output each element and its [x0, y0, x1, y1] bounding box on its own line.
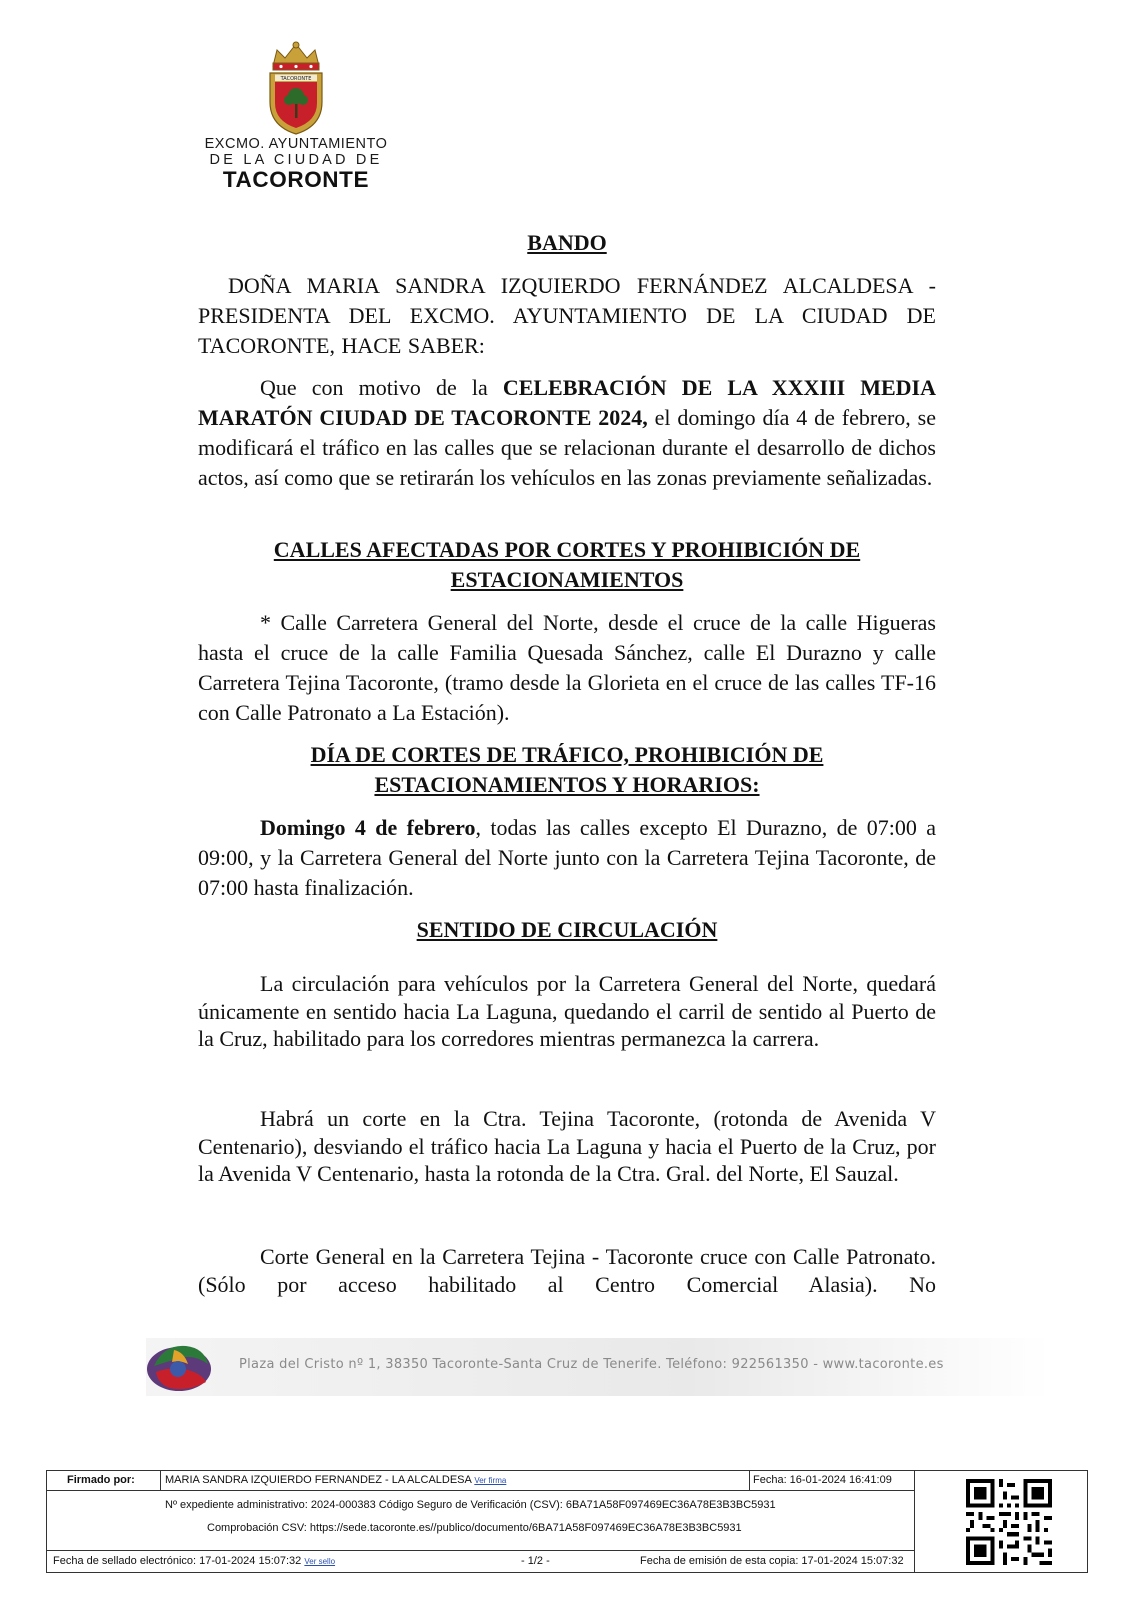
paragraph-calles: * Calle Carretera General del Norte, desde el cruce de la calle Higueras hasta el cruce de la calle Familia Quesada Sánchez, calle El Durazno y calle Carretera Tejina Tacoronte, (tramo desde la Glorieta en el cruce de las calles TF-16 con Calle Patronato a La Estación).	[198, 610, 936, 725]
address-text: Plaza del Cristo nº 1, 38350 Tacoronte-Santa Cruz de Tenerife. Teléfono: 922561350 - www.tacoronte.es	[239, 1357, 944, 1372]
paragraph-sentido-3: Corte General en la Carretera Tejina - Tacoronte cruce con Calle Patronato. (Sólo por acceso habilitado al Centro Comercial Alasia). No	[198, 1244, 936, 1297]
view-signature-link[interactable]: Ver firma	[474, 1476, 507, 1485]
heading-sentido: SENTIDO DE CIRCULACIÓN	[416, 917, 718, 942]
paragraph-sentido-2: Habrá un corte en la Ctra. Tejina Tacoronte, (rotonda de Avenida V Centenario), desviando el tráfico hacia La Laguna y hacia el Puerto de la Cruz, por la Avenida V Centenario, hasta la rotonda de la Ctra. Gral. del Norte, El Sauzal.	[198, 1106, 936, 1186]
para1-event-name: CELEBRACIÓN DE LA XXXIII MEDIA MARATÓN CIUDAD DE TACORONTE 2024,	[198, 375, 936, 430]
signed-by-label: Firmado por:	[67, 1474, 135, 1486]
signer-name-text: MARIA SANDRA IZQUIERDO FERNANDEZ - LA ALCALDESA	[165, 1474, 472, 1486]
seal-date-text: Fecha de sellado electrónico: 17-01-2024 15:07:32	[53, 1555, 302, 1567]
address-band	[146, 1338, 1051, 1396]
file-number-csv: Nº expediente administrativo: 2024-000383 Código Seguro de Verificación (CSV): 6BA71A58F097469EC36A78E3B3BC5931	[165, 1499, 776, 1511]
electronic-seal-date	[53, 1555, 335, 1567]
copy-issue-date: Fecha de emisión de esta copia: 17-01-2024 15:07:32	[640, 1555, 904, 1567]
csv-verification-url: Comprobación CSV: https://sede.tacoronte.es//publico/documento/6BA71A58F097469EC36A78E3B3BC5931	[207, 1522, 742, 1534]
para1-text-b: el domingo día 4 de febrero, se modificará el tráfico en las calles que se relacionan durante el desarrollo de dichos actos, así como que se retirarán los vehículos en las zonas previamente señalizadas.	[198, 405, 936, 490]
intro-paragraph	[198, 271, 936, 361]
heading-calles-line-1: CALLES AFECTADAS POR CORTES Y PROHIBICIÓN DE	[273, 537, 861, 562]
municipality-logo	[196, 40, 396, 192]
heading-dia-line-1: DÍA DE CORTES DE TRÁFICO, PROHIBICIÓN DE	[310, 742, 824, 767]
heading-calles-line-2: ESTACIONAMIENTOS	[450, 567, 684, 592]
heading-dia-cortes	[198, 740, 936, 800]
intro-text: DOÑA MARIA SANDRA IZQUIERDO FERNÁNDEZ ALCALDESA - PRESIDENTA DEL EXCMO. AYUNTAMIENTO DE LA CIUDAD DE TACORONTE, HACE SABER:	[198, 273, 936, 358]
svg-text:TACORONTE: TACORONTE	[280, 76, 312, 82]
coat-of-arms-icon	[265, 40, 327, 136]
logo-text-line-3: TACORONTE	[222, 167, 370, 192]
paragraph-sentido-1: La circulación para vehículos por la Carretera General del Norte, quedará únicamente en sentido hacia La Laguna, quedando el carril de sentido al Puerto de la Cruz, habilitado para los corredores mientras permanezca la carrera.	[198, 971, 936, 1051]
municipal-emblem-icon	[144, 1336, 214, 1396]
dia-text: , todas las calles excepto El Durazno, de 07:00 a 09:00, y la Carretera General del Norte junto con la Carretera Tejina Tacoronte, de 07:00 hasta finalización.	[198, 815, 936, 900]
dia-date: Domingo 4 de febrero	[260, 815, 476, 840]
document-title: BANDO	[527, 230, 607, 255]
heading-dia-line-2: ESTACIONAMIENTOS Y HORARIOS:	[374, 772, 760, 797]
signature-date: Fecha: 16-01-2024 16:41:09	[753, 1474, 892, 1486]
view-seal-link[interactable]: Ver sello	[304, 1557, 336, 1566]
logo-text-line-2: DE LA CIUDAD DE	[209, 152, 383, 168]
page-number: - 1/2 -	[521, 1555, 550, 1567]
logo-text-line-1: EXCMO. AYUNTAMIENTO	[204, 136, 388, 152]
paragraph-celebracion	[198, 373, 936, 493]
electronic-signature-box	[46, 1470, 1088, 1573]
paragraph-dia	[198, 813, 936, 903]
qr-code-icon	[966, 1479, 1052, 1565]
signer-name	[165, 1474, 506, 1486]
para1-text-a: Que con motivo de la	[260, 375, 503, 400]
heading-calles-afectadas	[198, 535, 936, 595]
